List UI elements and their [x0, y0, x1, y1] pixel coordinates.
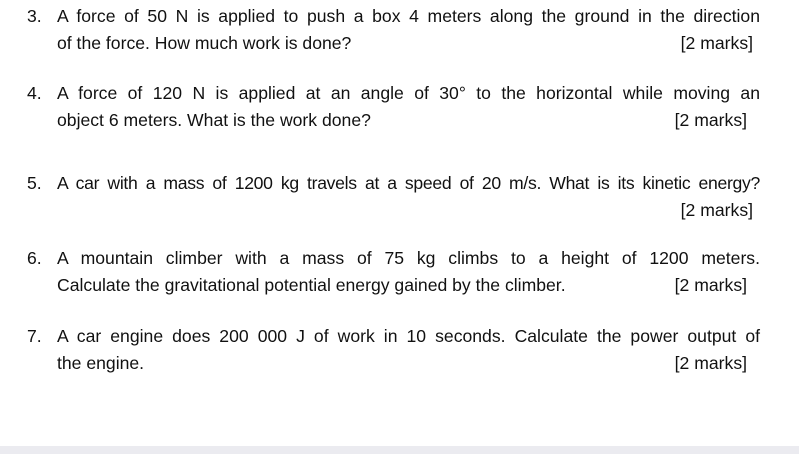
marks-label: [2 marks]: [680, 33, 753, 53]
marks-label: [2 marks]: [674, 275, 747, 295]
marks-label: [2 marks]: [674, 110, 747, 130]
question-text-line-1: A car engine does 200 000 J of work in 10 seconds. Calculate the power output of: [57, 326, 760, 346]
question-text-line-1: A force of 50 N is applied to push a box 4 meters along the ground in the direction: [57, 6, 760, 26]
question-number: 6.: [27, 248, 42, 268]
question-number: 5.: [27, 173, 42, 193]
question-number: 4.: [27, 83, 42, 103]
question-text-line-1: A force of 120 N is applied at an angle of 30° to the horizontal while moving an: [57, 83, 760, 103]
question-text-line-1: A car with a mass of 1200 kg travels at a speed of 20 m/s. What is its kinetic energy?: [57, 173, 760, 193]
question-text-line-2: object 6 meters. What is the work done?: [57, 110, 371, 130]
question-text-line-2: the engine.: [57, 353, 145, 373]
question-number: 7.: [27, 326, 42, 346]
question-text-line-1: A mountain climber with a mass of 75 kg climbs to a height of 1200 meters.: [57, 248, 760, 268]
question-number: 3.: [27, 6, 42, 26]
bottom-divider: [0, 446, 799, 454]
marks-label: [2 marks]: [674, 353, 747, 373]
marks-label: [2 marks]: [680, 200, 753, 220]
question-text-line-2: of the force. How much work is done?: [57, 33, 352, 53]
question-text-line-2: Calculate the gravitational potential energy gained by the climber.: [57, 275, 566, 295]
